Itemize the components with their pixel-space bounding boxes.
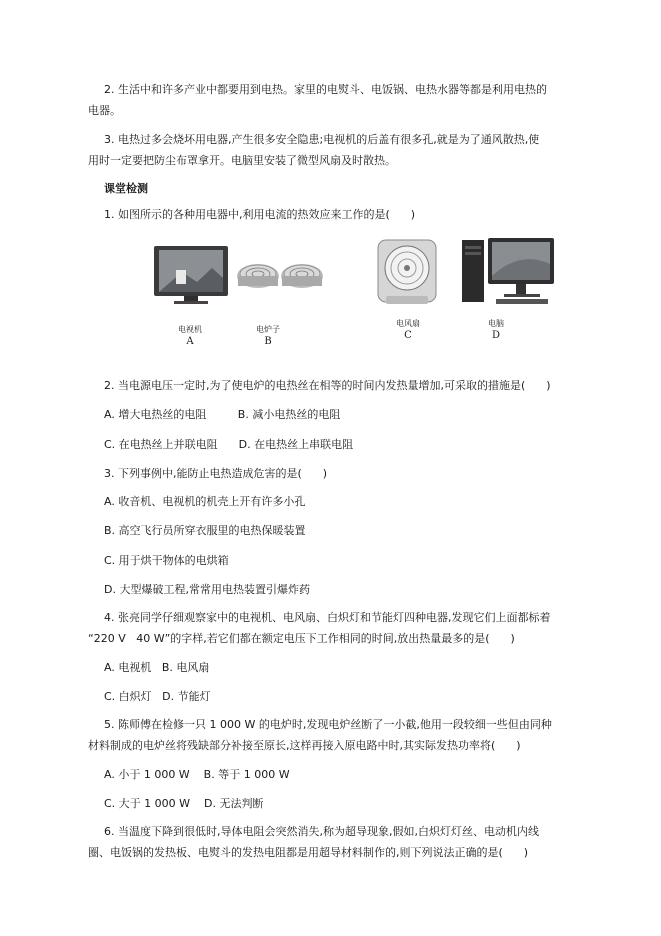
computer-image (460, 236, 558, 312)
paragraph-2-line-2: 电器。 (88, 104, 121, 117)
question-3-option-a: A. 收音机、电视机的机壳上开有许多小孔 (104, 495, 306, 508)
caption-stove: 电炉子 (256, 325, 280, 334)
letter-a: A (186, 336, 194, 347)
question-4-options-cd: C. 白炽灯 D. 节能灯 (104, 690, 211, 703)
question-3-option-d: D. 大型爆破工程,常常用电热装置引爆炸药 (104, 583, 310, 596)
question-3-option-b: B. 高空飞行员所穿衣服里的电热保暖装置 (104, 524, 306, 537)
question-2-options-ab: A. 增大电热丝的电阻 B. 减小电热丝的电阻 (104, 408, 341, 421)
letter-d: D (491, 330, 501, 341)
question-1: 1. 如图所示的各种用电器中,利用电流的热效应来工作的是( ) (104, 208, 416, 221)
paragraph-3-line-2: 用时一定要把防尘布罩拿开。电脑里安装了微型风扇及时散热。 (88, 154, 396, 167)
appliance-figure (140, 232, 560, 350)
tv-image (152, 244, 230, 310)
paragraph-2-line-1: 2. 生活中和许多产业中都要用到电热。家里的电熨斗、电饭锅、电热水器等都是利用电热的 (104, 83, 547, 96)
question-5-options-cd: C. 大于 1 000 W D. 无法判断 (104, 797, 264, 810)
question-2-options-cd: C. 在电热丝上并联电阻 D. 在电热丝上串联电阻 (104, 438, 354, 451)
letter-b: B (264, 336, 272, 347)
fan-image (376, 238, 438, 312)
question-3: 3. 下列事例中,能防止电热造成危害的是( ) (104, 467, 328, 480)
question-4-line-2: “220 V 40 W”的字样,若它们都在额定电压下工作相同的时间,放出热量最多的是( ) (88, 632, 515, 645)
question-5-line-1: 5. 陈师傅在检修一只 1 000 W 的电炉时,发现电炉丝断了一小截,他用一段较细一些但由同种 (104, 718, 552, 731)
question-6-line-2: 圈、电饭锅的发热板、电熨斗的发热电阻都是用超导材料制作的,则下列说法正确的是( ) (88, 846, 529, 859)
question-4-options-ab: A. 电视机 B. 电风扇 (104, 661, 210, 674)
section-title: 课堂检测 (104, 182, 148, 195)
stove-image (236, 260, 328, 298)
caption-tv: 电视机 (178, 325, 202, 334)
question-2: 2. 当电源电压一定时,为了使电炉的电热丝在相等的时间内发热量增加,可采取的措施是( ) (104, 379, 551, 392)
caption-computer: 电脑 (488, 319, 504, 328)
question-4-line-1: 4. 张亮同学仔细观察家中的电视机、电风扇、白炽灯和节能灯四种电器,发现它们上面都标着 (104, 611, 551, 624)
caption-fan: 电风扇 (396, 319, 420, 328)
letter-c: C (404, 330, 412, 341)
question-3-option-c: C. 用于烘干物体的电烘箱 (104, 554, 229, 567)
question-5-options-ab: A. 小于 1 000 W B. 等于 1 000 W (104, 768, 290, 781)
paragraph-3-line-1: 3. 电热过多会烧坏用电器,产生很多安全隐患;电视机的后盖有很多孔,就是为了通风散热,使 (104, 133, 540, 146)
question-5-line-2: 材料制成的电炉丝将残缺部分补接至原长,这样再接入原电路中时,其实际发热功率将( ) (88, 739, 521, 752)
question-6-line-1: 6. 当温度下降到很低时,导体电阻会突然消失,称为超导现象,假如,白炽灯灯丝、电动机内线 (104, 825, 539, 838)
